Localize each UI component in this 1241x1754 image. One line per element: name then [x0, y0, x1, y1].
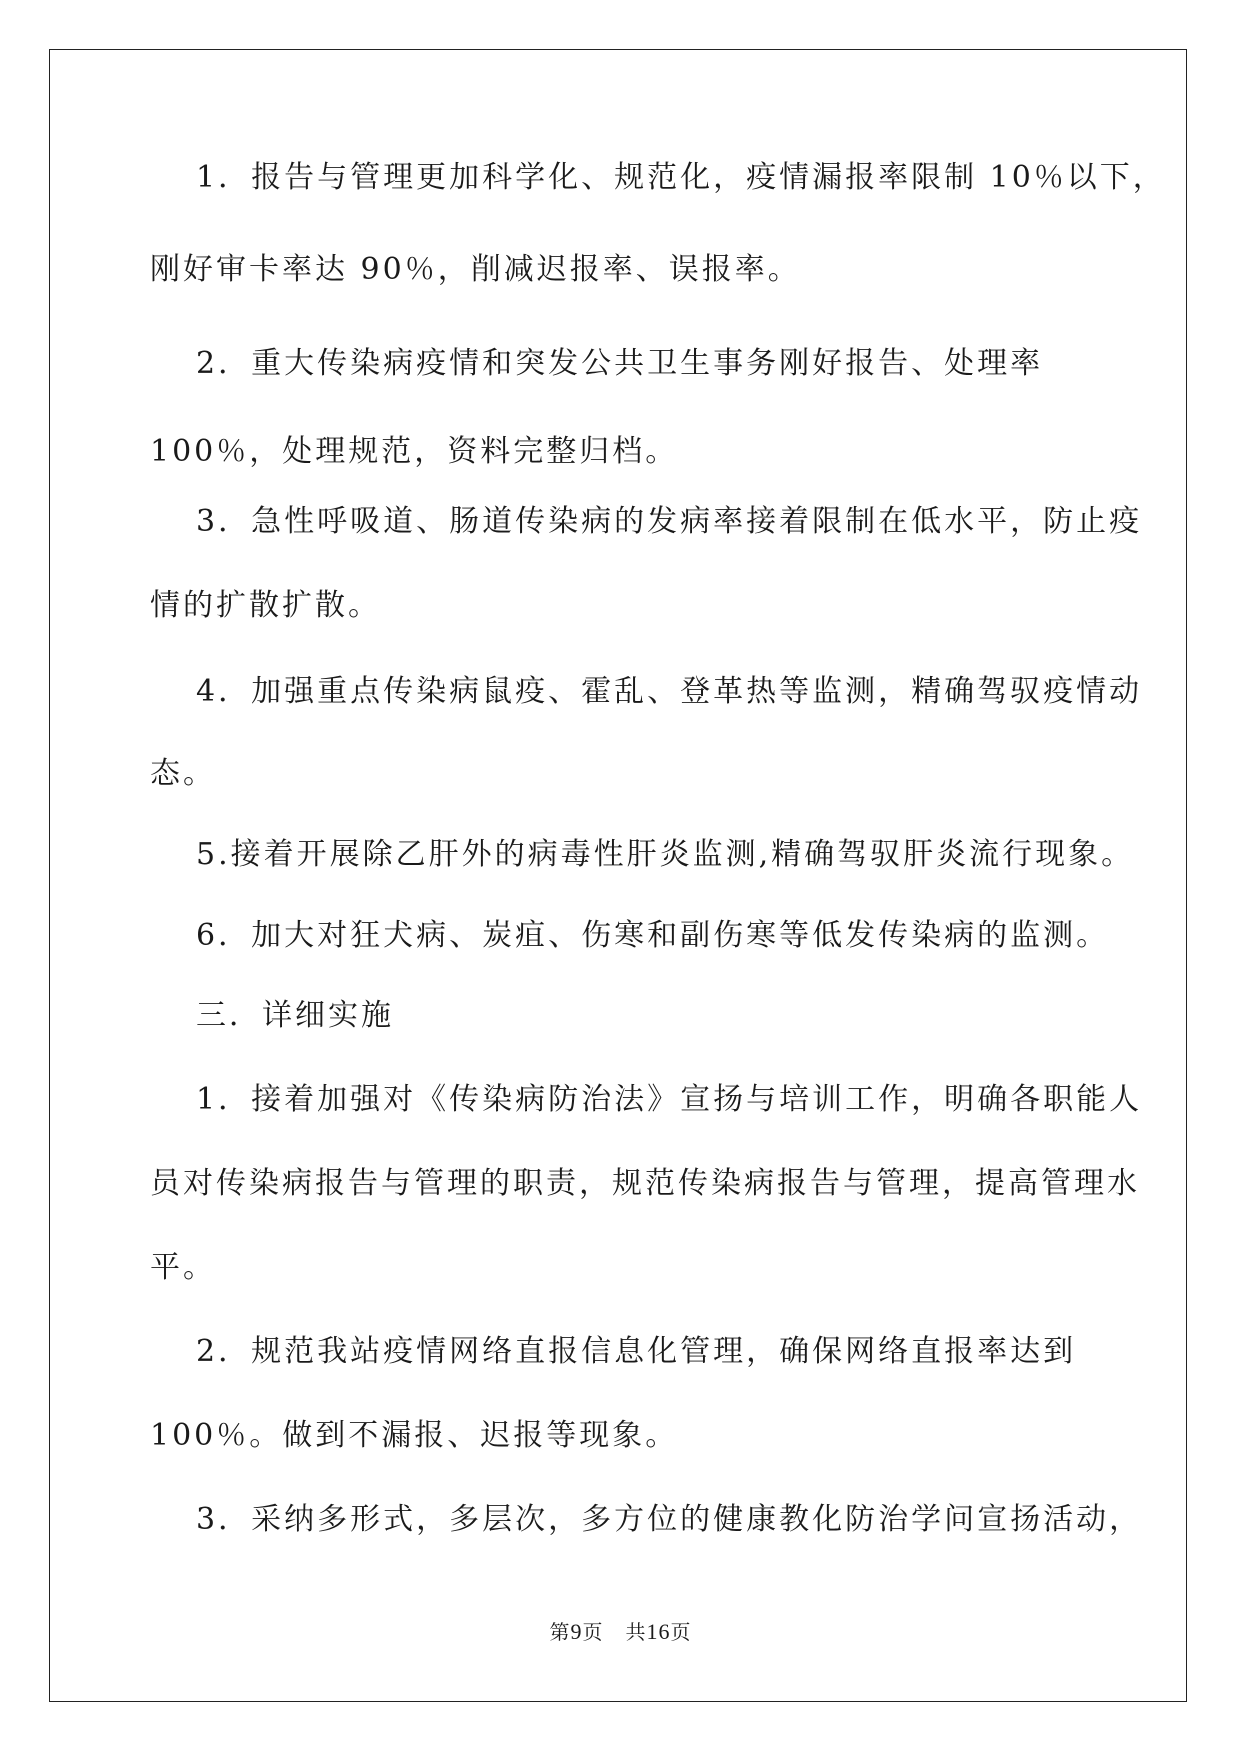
text-line: 3．急性呼吸道、肠道传染病的发病率接着限制在低水平，防止疫 — [196, 504, 1143, 539]
page-number: 9 — [570, 1619, 583, 1644]
text-line: 员对传染病报告与管理的职责，规范传染病报告与管理，提高管理水 — [150, 1166, 1140, 1201]
text-line: 4．加强重点传染病鼠疫、霍乱、登革热等监测，精确驾驭疫情动 — [196, 674, 1143, 709]
page-suffix: 页 — [582, 1620, 604, 1644]
text-line: 态。 — [150, 756, 216, 791]
section-heading: 三．详细实施 — [196, 998, 394, 1033]
text-line: 100％，处理规范，资料完整归档。 — [150, 434, 679, 469]
total-prefix: 共 — [625, 1620, 647, 1644]
text-line: 2．规范我站疫情网络直报信息化管理，确保网络直报率达到 — [196, 1334, 1077, 1369]
text-line: 情的扩散扩散。 — [150, 588, 381, 623]
text-line: 3．采纳多形式，多层次，多方位的健康教化防治学问宣扬活动， — [196, 1502, 1143, 1537]
text-line: 1．接着加强对《传染病防治法》宣扬与培训工作，明确各职能人 — [196, 1082, 1143, 1117]
total-pages: 16 — [646, 1619, 671, 1644]
text-line: 刚好审卡率达 90％，削减迟报率、误报率。 — [150, 252, 801, 287]
page-prefix: 第 — [549, 1620, 571, 1644]
total-suffix: 页 — [670, 1620, 692, 1644]
text-line: 1．报告与管理更加科学化、规范化，疫情漏报率限制 10％以下， — [196, 160, 1166, 195]
text-line: 5.接着开展除乙肝外的病毒性肝炎监测,精确驾驭肝炎流行现象。 — [196, 837, 1135, 872]
text-line: 6．加大对狂犬病、炭疽、伤寒和副伤寒等低发传染病的监测。 — [196, 918, 1110, 953]
text-line: 2．重大传染病疫情和突发公共卫生事务刚好报告、处理率 — [196, 346, 1044, 381]
text-line: 100％。做到不漏报、迟报等现象。 — [150, 1418, 679, 1453]
page-footer — [0, 1620, 1241, 1644]
text-line: 平。 — [150, 1250, 216, 1285]
